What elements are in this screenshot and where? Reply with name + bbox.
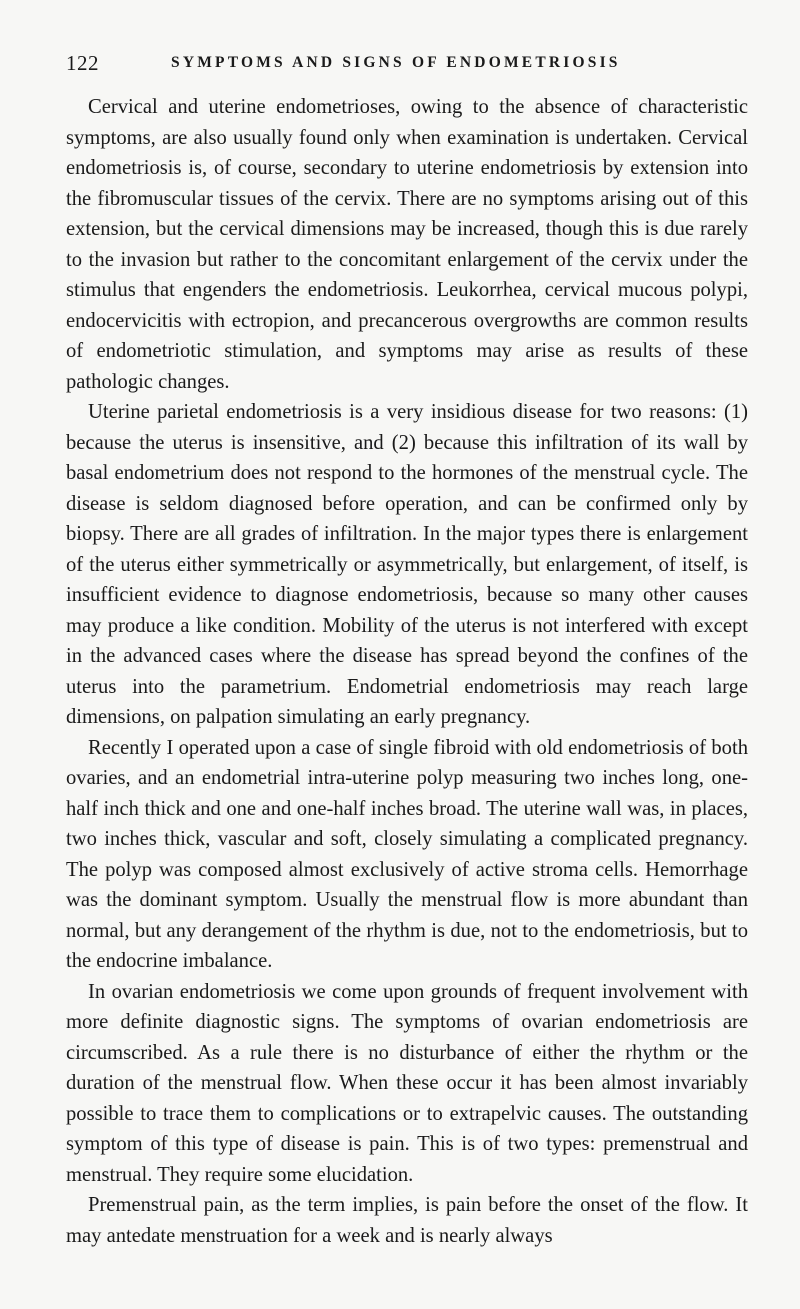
paragraph-cervical-uterine: Cervical and uterine endometrioses, owing to the absence of characteristic symptoms, are also usually found only when examination is undertaken. Cervical endometriosis is, of course, secondary to uterine endometriosis by extension into the fibromuscular tissues of the cervix. There are no symptoms arising out of this extension, but the cervical dimensions may be increased, though this is due rarely to the invasion but rather to the concomitant enlargement of the cervix under the stimulus that engenders the endometriosis. Leukorrhea, cervical mucous polypi, endocervicitis with ectropion, and precancerous overgrowths are common results of endometriotic stimulation, and symptoms may arise as results of these pathologic changes. <box>66 96 748 393</box>
running-head <box>66 48 746 78</box>
paragraph-ovarian: In ovarian endometriosis we come upon grounds of frequent involvement with more definite diagnostic signs. The symptoms of ovarian endometriosis are circumscribed. As a rule there is no disturbance of either the rhythm or the duration of the menstrual flow. When these occur it has been almost invariably possible to trace them to complications or to extrapelvic causes. The outstanding symptom of this type of disease is pain. This is of two types: premenstrual and menstrual. They require some elucidation. <box>66 980 748 1186</box>
paragraph-premenstrual-pain: Premenstrual pain, as the term implies, is pain before the onset of the flow. It may antedate menstruation for a week and is nearly always <box>66 1194 748 1247</box>
running-title: SYMPTOMS AND SIGNS OF ENDOMETRIOSIS <box>171 54 621 71</box>
paragraph-uterine-parietal: Uterine parietal endometriosis is a very insidious disease for two reasons: (1) because the uterus is insensitive, and (2) because this infiltration of its wall by basal endometrium does not respond to the hormones of the menstrual cycle. The disease is seldom diagnosed before operation, and can be confirmed only by biopsy. There are all grades of infiltration. In the major types there is enlargement of the uterus either symmetrically or asymmetrically, but enlargement, of itself, is insufficient evidence to diagnose endometriosis, because so many other causes may produce a like condition. Mobility of the uterus is not interfered with except in the advanced cases where the disease has spread beyond the confines of the uterus into the parametrium. Endometrial endometriosis may reach large dimensions, on palpation simulating an early pregnancy. <box>66 401 748 728</box>
body-text <box>66 92 748 1251</box>
paragraph-case-report: Recently I operated upon a case of single fibroid with old endometriosis of both ovaries, and an endometrial intra-uterine polyp measuring two inches long, one-half inch thick and one and one-half inches broad. The uterine wall was, in places, two inches thick, vascular and soft, closely simulating a complicated pregnancy. The polyp was composed almost exclusively of active stroma cells. Hemorrhage was the dominant symptom. Usually the menstrual flow is more abundant than normal, but any derangement of the rhythm is due, not to the endometriosis, but to the endocrine imbalance. <box>66 736 748 972</box>
page-number: 122 <box>66 50 99 75</box>
